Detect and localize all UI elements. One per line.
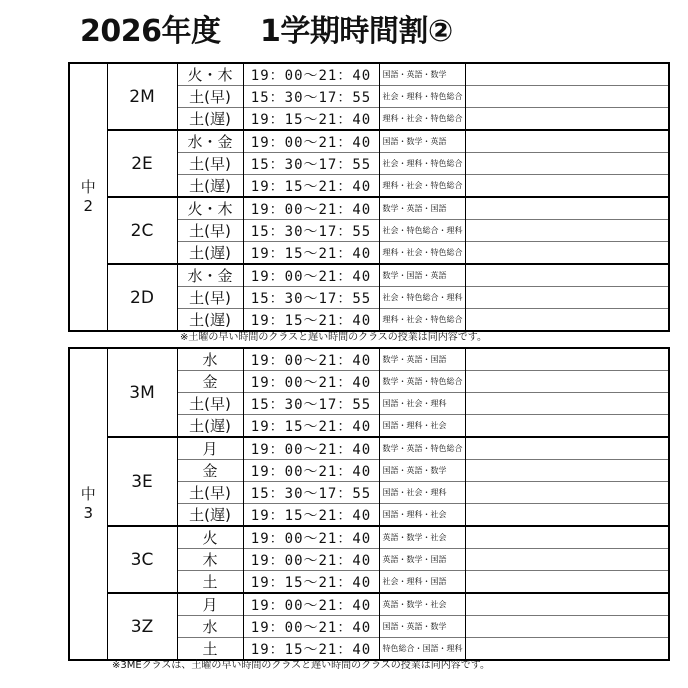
day-cell: 水 — [177, 348, 243, 371]
class-name: 2D — [107, 264, 177, 331]
table-row — [69, 63, 669, 86]
subjects-cell: 国語・社会・理科 — [379, 393, 465, 415]
blank-cell — [465, 393, 669, 415]
time-cell: 19：15～21：40 — [243, 309, 379, 332]
blank-cell — [465, 175, 669, 198]
time-cell: 19：00～21：40 — [243, 460, 379, 482]
class-name: 3Z — [107, 593, 177, 660]
time-cell: 15：30～17：55 — [243, 393, 379, 415]
subjects-cell: 数学・英語・特色総合 — [379, 371, 465, 393]
blank-cell — [465, 220, 669, 242]
time-cell: 19：00～21：40 — [243, 549, 379, 571]
subjects-cell: 社会・特色総合・理科 — [379, 220, 465, 242]
time-cell: 19：00～21：40 — [243, 371, 379, 393]
subjects-cell: 数学・英語・特色総合 — [379, 437, 465, 460]
subjects-cell: 英語・数学・社会 — [379, 593, 465, 616]
time-cell: 19：00～21：40 — [243, 264, 379, 287]
table-row — [69, 130, 669, 153]
time-cell: 19：15～21：40 — [243, 175, 379, 198]
subjects-cell: 国語・英語・数学 — [379, 63, 465, 86]
grade-label-char: 3 — [83, 504, 94, 522]
subjects-cell: 国語・英語・数学 — [379, 460, 465, 482]
time-cell: 19：15～21：40 — [243, 242, 379, 265]
class-name: 3M — [107, 348, 177, 437]
grade-label — [69, 63, 107, 331]
class-name: 2E — [107, 130, 177, 197]
timetable-section-2 — [68, 347, 670, 661]
table-row — [69, 526, 669, 549]
blank-cell — [465, 264, 669, 287]
day-cell: 水・金 — [177, 130, 243, 153]
time-cell: 19：00～21：40 — [243, 63, 379, 86]
table-row — [69, 348, 669, 371]
timetable-section-1 — [68, 62, 670, 332]
subjects-cell: 理科・社会・特色総合 — [379, 108, 465, 131]
time-cell: 19：00～21：40 — [243, 197, 379, 220]
day-cell: 土(早) — [177, 393, 243, 415]
time-cell: 19：15～21：40 — [243, 571, 379, 594]
blank-cell — [465, 571, 669, 594]
blank-cell — [465, 309, 669, 332]
subjects-cell: 社会・理科・特色総合 — [379, 153, 465, 175]
day-cell: 土(早) — [177, 153, 243, 175]
subjects-cell: 社会・特色総合・理科 — [379, 287, 465, 309]
time-cell: 19：00～21：40 — [243, 593, 379, 616]
footnote: ※土曜の早い時間のクラスと遅い時間のクラスの授業は同内容です。 — [180, 332, 487, 343]
day-cell: 土(遅) — [177, 309, 243, 332]
blank-cell — [465, 504, 669, 527]
time-cell: 19：00～21：40 — [243, 130, 379, 153]
day-cell: 土 — [177, 571, 243, 594]
time-cell: 19：00～21：40 — [243, 526, 379, 549]
day-cell: 土(遅) — [177, 175, 243, 198]
grade-label-char: 中 — [80, 178, 96, 196]
grade-label-char: 2 — [83, 197, 94, 215]
time-cell: 15：30～17：55 — [243, 482, 379, 504]
blank-cell — [465, 153, 669, 175]
blank-cell — [465, 63, 669, 86]
class-name: 2M — [107, 63, 177, 130]
time-cell: 15：30～17：55 — [243, 220, 379, 242]
blank-cell — [465, 371, 669, 393]
blank-cell — [465, 482, 669, 504]
subjects-cell: 国語・数学・英語 — [379, 130, 465, 153]
subjects-cell: 国語・社会・理科 — [379, 482, 465, 504]
class-name: 3E — [107, 437, 177, 526]
subjects-cell: 数学・英語・国語 — [379, 197, 465, 220]
day-cell: 金 — [177, 460, 243, 482]
blank-cell — [465, 197, 669, 220]
subjects-cell: 数学・国語・英語 — [379, 264, 465, 287]
time-cell: 15：30～17：55 — [243, 86, 379, 108]
time-cell: 19：15～21：40 — [243, 638, 379, 661]
subjects-cell: 国語・理科・社会 — [379, 504, 465, 527]
grade-label — [69, 348, 107, 660]
time-cell: 19：15～21：40 — [243, 108, 379, 131]
subjects-cell: 特色総合・国語・理科 — [379, 638, 465, 661]
time-cell: 19：00～21：40 — [243, 348, 379, 371]
subjects-cell: 理科・社会・特色総合 — [379, 309, 465, 332]
time-cell: 19：00～21：40 — [243, 616, 379, 638]
time-cell: 19：00～21：40 — [243, 437, 379, 460]
day-cell: 土 — [177, 638, 243, 661]
blank-cell — [465, 86, 669, 108]
day-cell: 土(早) — [177, 220, 243, 242]
footnote: ※3MEクラスは、土曜の早い時間のクラスと遅い時間のクラスの授業は同内容です。 — [112, 660, 490, 671]
class-name: 3C — [107, 526, 177, 593]
blank-cell — [465, 638, 669, 661]
table-row — [69, 593, 669, 616]
day-cell: 土(早) — [177, 86, 243, 108]
day-cell: 金 — [177, 371, 243, 393]
day-cell: 水・金 — [177, 264, 243, 287]
day-cell: 火・木 — [177, 63, 243, 86]
subjects-cell: 理科・社会・特色総合 — [379, 242, 465, 265]
page-title: 2026年度 1学期時間割② — [80, 14, 453, 49]
subjects-cell: 国語・英語・数学 — [379, 616, 465, 638]
subjects-cell: 英語・数学・社会 — [379, 526, 465, 549]
blank-cell — [465, 108, 669, 131]
subjects-cell: 社会・理科・国語 — [379, 571, 465, 594]
blank-cell — [465, 130, 669, 153]
table-row — [69, 197, 669, 220]
table-row — [69, 264, 669, 287]
subjects-cell: 数学・英語・国語 — [379, 348, 465, 371]
blank-cell — [465, 549, 669, 571]
day-cell: 木 — [177, 549, 243, 571]
subjects-cell: 英語・数学・国語 — [379, 549, 465, 571]
table-row — [69, 437, 669, 460]
day-cell: 月 — [177, 593, 243, 616]
day-cell: 火 — [177, 526, 243, 549]
time-cell: 15：30～17：55 — [243, 153, 379, 175]
blank-cell — [465, 242, 669, 265]
blank-cell — [465, 593, 669, 616]
day-cell: 土(早) — [177, 482, 243, 504]
subjects-cell: 国語・理科・社会 — [379, 415, 465, 438]
time-cell: 19：15～21：40 — [243, 504, 379, 527]
day-cell: 土(遅) — [177, 242, 243, 265]
subjects-cell: 理科・社会・特色総合 — [379, 175, 465, 198]
blank-cell — [465, 526, 669, 549]
grade-label-char: 中 — [80, 485, 96, 503]
time-cell: 19：15～21：40 — [243, 415, 379, 438]
blank-cell — [465, 415, 669, 438]
blank-cell — [465, 437, 669, 460]
day-cell: 水 — [177, 616, 243, 638]
day-cell: 月 — [177, 437, 243, 460]
subjects-cell: 社会・理科・特色総合 — [379, 86, 465, 108]
time-cell: 15：30～17：55 — [243, 287, 379, 309]
day-cell: 土(遅) — [177, 504, 243, 527]
blank-cell — [465, 460, 669, 482]
day-cell: 土(遅) — [177, 415, 243, 438]
day-cell: 土(遅) — [177, 108, 243, 131]
day-cell: 土(早) — [177, 287, 243, 309]
blank-cell — [465, 616, 669, 638]
blank-cell — [465, 287, 669, 309]
class-name: 2C — [107, 197, 177, 264]
blank-cell — [465, 348, 669, 371]
day-cell: 火・木 — [177, 197, 243, 220]
